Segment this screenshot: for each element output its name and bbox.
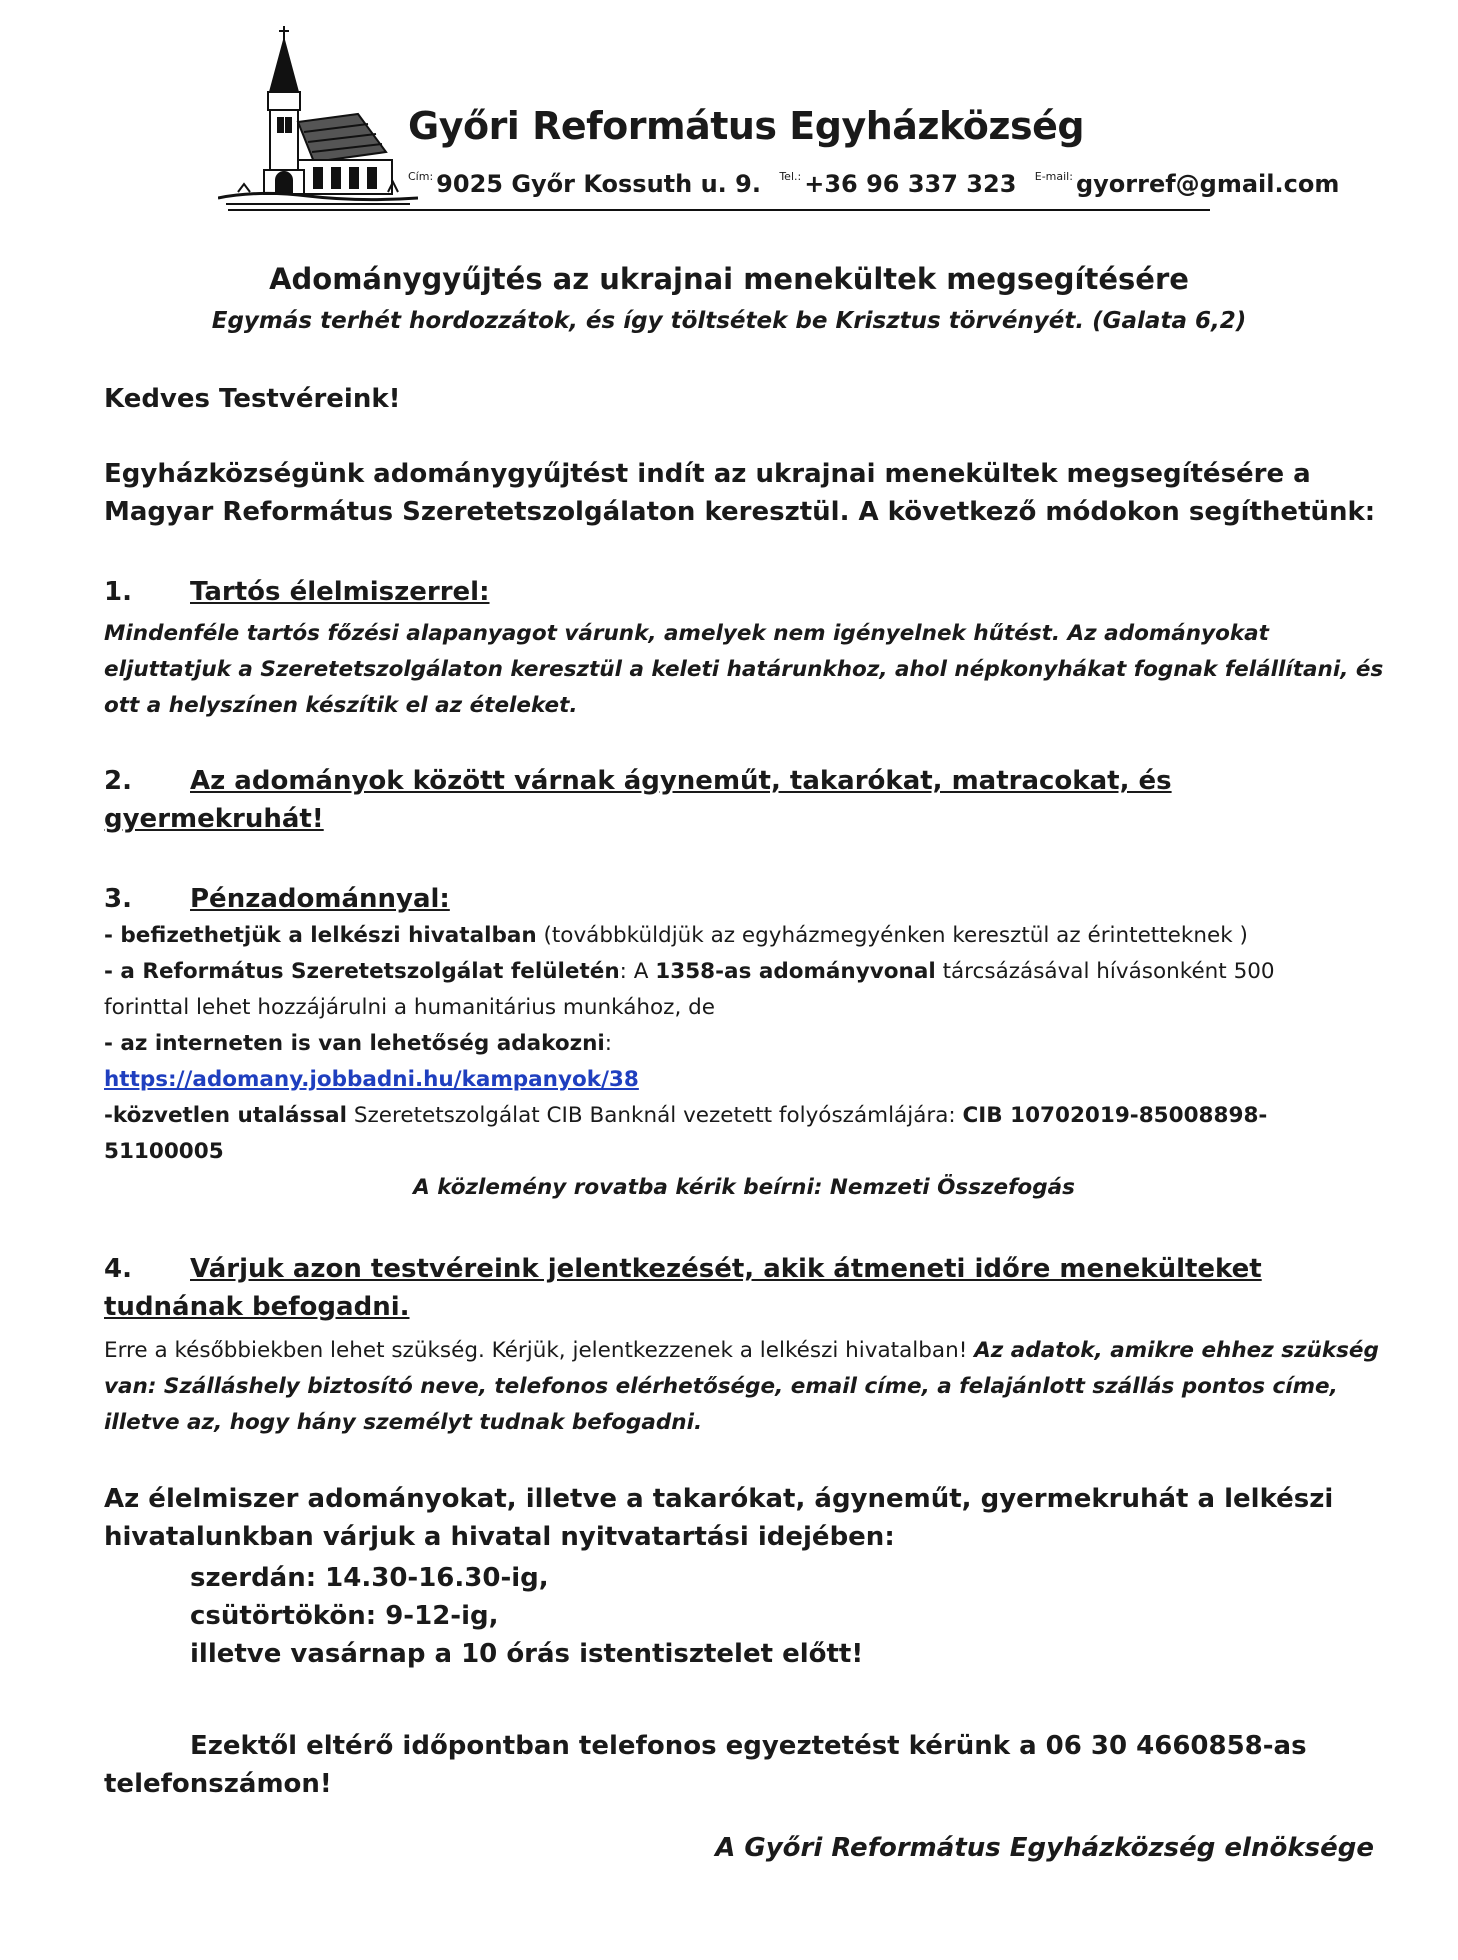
item3-line4 xyxy=(104,1026,1384,1062)
item3-line2 xyxy=(104,954,1384,990)
donation-link[interactable]: https://adomany.jobbadni.hu/kampanyok/38 xyxy=(104,1067,639,1092)
item3-line1-text: (továbbküldjük az egyházmegyénken keresztül az érintetteknek ) xyxy=(536,923,1248,948)
phone: +36 96 337 323 xyxy=(804,170,1017,198)
item3-account-number: CIB 10702019-85008898- xyxy=(962,1103,1268,1128)
donation-link-row xyxy=(104,1062,1384,1098)
item4-heading xyxy=(104,1250,1384,1326)
item4-title-b: tudnának befogadni. xyxy=(104,1292,410,1322)
payment-reference-note: A közlemény rovatba kérik beírni: Nemzeti Összefogás xyxy=(413,1175,1075,1200)
org-name: Győri Református Egyházközség xyxy=(408,104,1085,148)
contact-line xyxy=(408,170,1339,198)
item4-body-emphasis: Az adatok, amikre ehhez szükség van: Szálláshely biztosító neve, telefonos elérhetősége, email címe, a felajánlott szállás pontos címe, illetve az, hogy hány személyt tudnak befogadni. xyxy=(104,1338,1379,1435)
item3-line3: forinttal lehet hozzájárulni a humanitárius munkához, de xyxy=(104,995,715,1020)
item1-body: Mindenféle tartós főzési alapanyagot várunk, amelyek nem igényelnek hűtést. Az adományokat eljuttatjuk a Szeretetszolgálaton keresztül a keleti határunkhoz, ahol népkonyhákat fognak felállítani, és ott a helyszínen készítik el az ételeket. xyxy=(104,621,1384,718)
intro-paragraph: Egyházközségünk adománygyűjtést indít az ukrajnai menekültek megsegítésére a Magyar Református Szeretetszolgálaton keresztül. A következő módokon segíthetünk: xyxy=(104,459,1376,527)
church-icon xyxy=(218,22,418,208)
address: 9025 Győr Kossuth u. 9. xyxy=(436,170,761,198)
item3-number: 3. xyxy=(104,884,132,914)
email: gyorref@gmail.com xyxy=(1075,170,1340,198)
item1-heading xyxy=(104,573,1384,611)
closing-paragraph: Az élelmiszer adományokat, illetve a takarókat, ágyneműt, gyermekruhát a lelkészi hivatalunkban várjuk a hivatal nyitvatartási idejében: xyxy=(104,1484,1334,1552)
item3-line2-text2: tárcsázásával hívásonként 500 xyxy=(935,959,1275,984)
hours-wednesday: szerdán: 14.30-16.30-ig, xyxy=(190,1563,549,1593)
item3-line1 xyxy=(104,918,1384,954)
item3-title: Pénzadománnyal: xyxy=(190,884,450,914)
page-title: Adománygyűjtés az ukrajnai menekültek megsegítésére xyxy=(269,262,1189,296)
item3-line2-text: : A xyxy=(619,959,656,984)
item3-line4-bold: - az interneten is van lehetőség adakozni xyxy=(104,1031,605,1056)
item3-line6-bold: -közvetlen utalással xyxy=(104,1103,347,1128)
item3-heading xyxy=(104,880,1384,918)
hours-thursday: csütörtökön: 9-12-ig, xyxy=(190,1601,499,1631)
header-divider xyxy=(228,209,1210,211)
opening-hours xyxy=(104,1559,1458,1673)
item4-body xyxy=(104,1333,1384,1441)
item2-title-a: Az adományok között várnak ágyneműt, takarókat, matracokat, és xyxy=(190,766,1172,796)
item3-account-number-end: 51100005 xyxy=(104,1139,224,1164)
item2-number: 2. xyxy=(104,766,132,796)
item3-line1-bold: - befizethetjük a lelkészi hivatalban xyxy=(104,923,537,948)
bible-quote: Egymás terhét hordozzátok, és így töltsétek be Krisztus törvényét. (Galata 6,2) xyxy=(211,308,1247,334)
item3-line2-bold2: 1358-as adományvonal xyxy=(655,959,936,984)
signature: A Győri Református Egyházközség elnöksége xyxy=(715,1833,1374,1863)
item3-body xyxy=(104,918,1384,1206)
item1-number: 1. xyxy=(104,577,132,607)
item3-line2-bold: - a Református Szeretetszolgálat felületén xyxy=(104,959,620,984)
item2-title-b: gyermekruhát! xyxy=(104,804,324,834)
phone-label: Tel.: xyxy=(779,170,802,183)
item4-number: 4. xyxy=(104,1254,132,1284)
email-label: E-mail: xyxy=(1034,170,1073,183)
item1-title: Tartós élelmiszerrel: xyxy=(190,577,490,607)
letterhead xyxy=(218,22,1340,210)
item3-line6 xyxy=(104,1098,1384,1134)
item2-heading xyxy=(104,762,1384,838)
address-label: Cím: xyxy=(408,170,434,183)
phone-contact-paragraph: Ezektől eltérő időpontban telefonos egyeztetést kérünk a 06 30 4660858-as telefonszámon! xyxy=(104,1731,1307,1799)
item3-line4-text: : xyxy=(604,1031,613,1056)
greeting: Kedves Testvéreink! xyxy=(104,384,401,414)
item3-line6-text: Szeretetszolgálat CIB Banknál vezetett folyószámlájára: xyxy=(347,1103,963,1128)
item4-title-a: Várjuk azon testvéreink jelentkezését, akik átmeneti időre menekülteket xyxy=(190,1254,1262,1284)
item4-body-text: Erre a későbbiekben lehet szükség. Kérjük, jelentkezzenek a lelkészi hivatalban! xyxy=(104,1338,975,1363)
hours-sunday: illetve vasárnap a 10 órás istentisztelet előtt! xyxy=(190,1639,864,1669)
